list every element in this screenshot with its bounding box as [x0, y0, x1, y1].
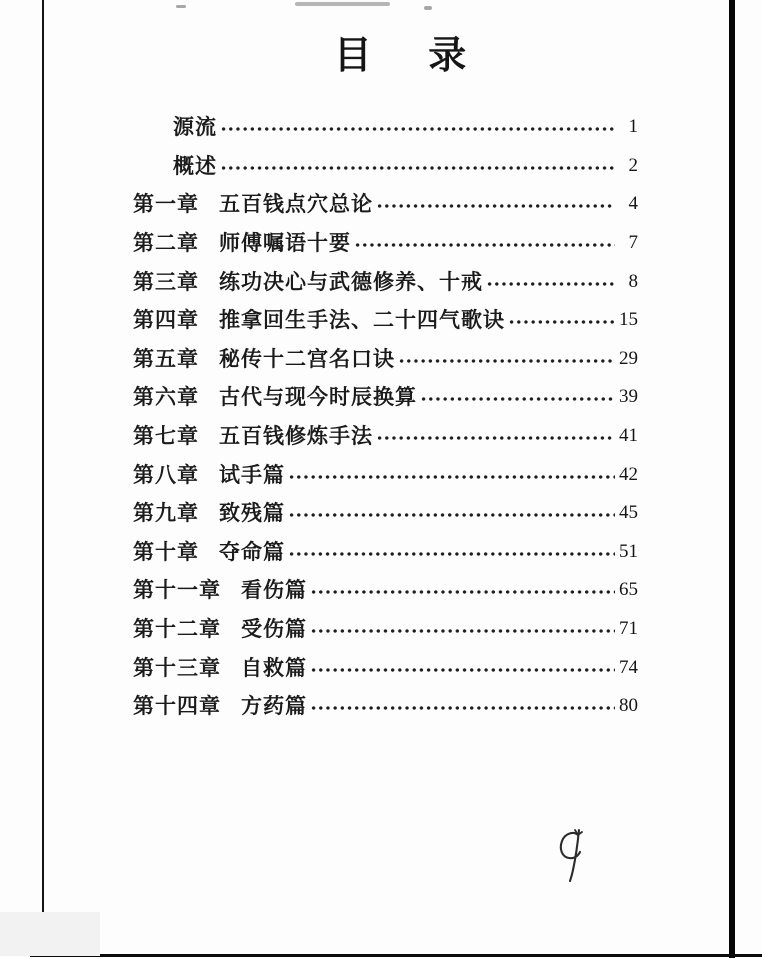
toc-dot-leader — [310, 705, 615, 711]
toc-entry — [133, 493, 638, 532]
toc-dot-leader — [220, 165, 615, 171]
toc-dot-leader — [376, 435, 615, 441]
toc-page-number: 42 — [619, 463, 638, 485]
toc-entry — [133, 184, 638, 223]
toc-chapter-label: 第三章 — [133, 270, 199, 294]
toc-entry-title: 概述 — [173, 154, 217, 178]
toc-chapter-label: 第五章 — [133, 347, 199, 371]
toc-entry — [133, 146, 638, 185]
toc-chapter-label: 第八章 — [133, 463, 199, 487]
toc-chapter-label: 第十二章 — [133, 618, 221, 642]
toc-chapter-label: 第十一章 — [133, 579, 221, 603]
toc-entry-title: 五百钱修炼手法 — [219, 425, 373, 449]
toc-chapter-label: 第十三章 — [133, 656, 221, 680]
toc-page-number: 74 — [619, 656, 638, 678]
scan-border-right — [729, 0, 735, 958]
toc-page-number: 1 — [628, 116, 638, 138]
toc-chapter-label: 第六章 — [133, 386, 199, 410]
toc-page-number: 15 — [619, 309, 638, 331]
scan-artifact — [176, 5, 186, 8]
toc-entry — [133, 261, 638, 300]
toc-chapter-label: 第四章 — [133, 309, 199, 333]
scan-artifact — [295, 2, 390, 6]
scan-artifact — [424, 6, 432, 10]
toc-list — [133, 107, 638, 725]
toc-entry — [133, 647, 638, 686]
toc-chapter-label: 第十章 — [133, 540, 199, 564]
toc-entry-title: 试手篇 — [219, 463, 285, 487]
toc-page-number: 2 — [628, 154, 638, 176]
toc-entry-title: 致残篇 — [219, 502, 285, 526]
toc-dot-leader — [288, 474, 615, 480]
toc-chapter-label: 第十四章 — [133, 695, 221, 719]
toc-dot-leader — [376, 203, 615, 209]
toc-entry — [133, 107, 638, 146]
toc-dot-leader — [310, 628, 615, 634]
toc-dot-leader — [310, 589, 615, 595]
toc-entry — [133, 416, 638, 455]
toc-entry — [133, 377, 638, 416]
toc-page-number: 8 — [628, 270, 638, 292]
toc-entry — [133, 454, 638, 493]
toc-entry-title: 看伤篇 — [241, 579, 307, 603]
toc-chapter-label: 第七章 — [133, 425, 199, 449]
scan-border-left — [42, 0, 44, 953]
toc-chapter-label: 第九章 — [133, 502, 199, 526]
toc-dot-leader — [220, 126, 615, 132]
toc-page-number: 29 — [619, 347, 638, 369]
toc-dot-leader — [486, 281, 615, 287]
toc-entry-title: 五百钱点穴总论 — [219, 193, 373, 217]
toc-page-number: 4 — [628, 193, 638, 215]
toc-entry-title: 古代与现今时辰换算 — [219, 386, 417, 410]
toc-page-number: 65 — [619, 579, 638, 601]
toc-entry-title: 源流 — [173, 116, 217, 140]
toc-dot-leader — [288, 512, 615, 518]
toc-entry-title: 受伤篇 — [241, 618, 307, 642]
toc-dot-leader — [508, 319, 615, 325]
toc-entry — [133, 532, 638, 571]
toc-page-number: 71 — [619, 618, 638, 640]
toc-dot-leader — [398, 358, 615, 364]
toc-entry-title: 推拿回生手法、二十四气歌诀 — [219, 309, 505, 333]
toc-entry — [133, 223, 638, 262]
toc-entry — [133, 570, 638, 609]
toc-page-number: 39 — [619, 386, 638, 408]
toc-entry-title: 师傅嘱语十要 — [219, 232, 351, 256]
toc-dot-leader — [288, 551, 615, 557]
toc-page-number: 45 — [619, 502, 638, 524]
toc-dot-leader — [310, 667, 615, 673]
toc-entry-title: 秘传十二宫名口诀 — [219, 347, 395, 371]
toc-dot-leader — [354, 242, 615, 248]
handwritten-page-number — [552, 826, 600, 888]
toc-entry-title: 夺命篇 — [219, 540, 285, 564]
toc-chapter-label: 第一章 — [133, 193, 199, 217]
toc-page-number: 51 — [619, 540, 638, 562]
toc-entry — [133, 686, 638, 725]
toc-entry-title: 自救篇 — [241, 656, 307, 680]
toc-entry — [133, 609, 638, 648]
toc-page-number: 41 — [619, 425, 638, 447]
toc-entry-title: 练功决心与武德修养、十戒 — [219, 270, 483, 294]
toc-entry — [133, 300, 638, 339]
page-title: 目 录 — [333, 35, 469, 77]
toc-entry-title: 方药篇 — [241, 695, 307, 719]
toc-page-number: 80 — [619, 695, 638, 717]
scan-shadow-corner — [0, 912, 100, 956]
toc-page-number: 7 — [628, 232, 638, 254]
scan-border-bottom — [30, 954, 762, 957]
toc-dot-leader — [420, 396, 615, 402]
toc-chapter-label: 第二章 — [133, 232, 199, 256]
toc-entry — [133, 339, 638, 378]
